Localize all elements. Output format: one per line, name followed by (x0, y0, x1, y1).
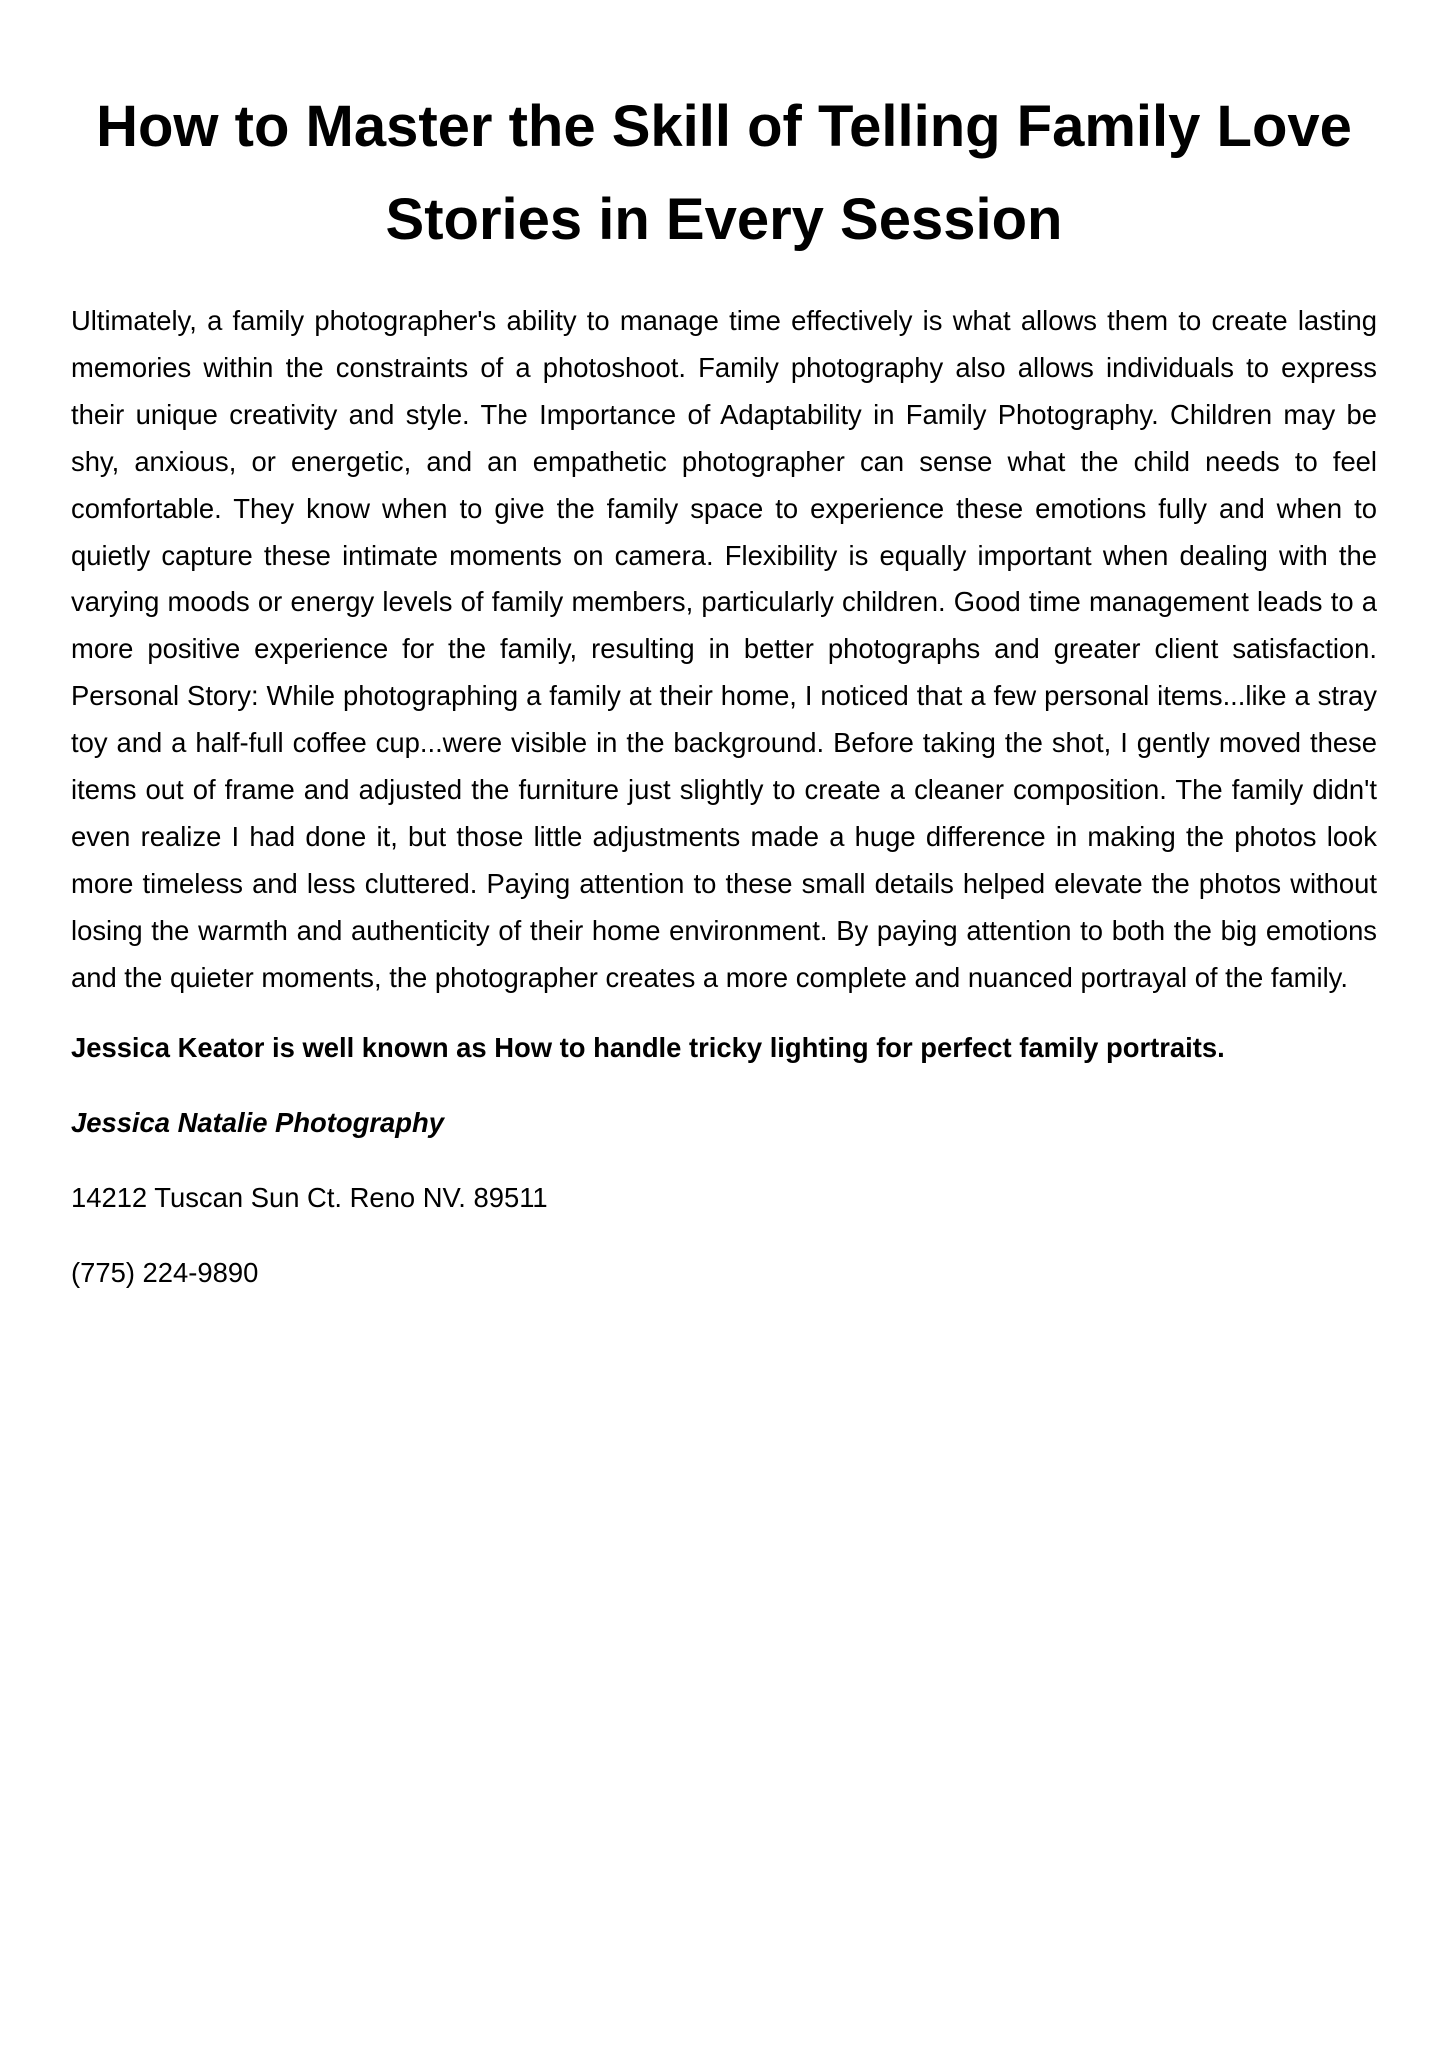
author-statement: Jessica Keator is well known as How to handle tricky lighting for perfect family portraits. (71, 1031, 1225, 1063)
page-title: How to Master the Skill of Telling Family Love Stories in Every Session (96, 94, 1352, 252)
business-name: Jessica Natalie Photography (71, 1106, 444, 1138)
business-phone: (775) 224-9890 (71, 1256, 259, 1288)
document-page (71, 0, 1377, 1293)
business-address: 14212 Tuscan Sun Ct. Reno NV. 89511 (71, 1181, 548, 1213)
article-body: Ultimately, a family photographer's ability to manage time effectively is what allows them to create lasting memories within the constraints of a photoshoot. Family photography also allows individuals to express their unique creativity and style. The Importance of Adaptability in Family Photography. Children may be shy, anxious, or energetic, and an empathetic photographer can sense what the child needs to feel comfortable. They know when to give the family space to experience these emotions fully and when to quietly capture these intimate moments on camera. Flexibility is equally important when dealing with the varying moods or energy levels of family members, particularly children. Good time management leads to a more positive experience for the family, resulting in better photographs and greater client satisfaction. Personal Story: While photographing a family at their home, I noticed that a few personal items...like a stray toy and a half-full coffee cup...were visible in the background. Before taking the shot, I gently moved these items out of frame and adjusted the furniture just slightly to create a cleaner composition. The family didn't even realize I had done it, but those little adjustments made a huge difference in making the photos look more timeless and less cluttered. Paying attention to these small details helped elevate the photos without losing the warmth and authenticity of their home environment. By paying attention to both the big emotions and the quieter moments, the photographer creates a more complete and nuanced portrayal of the family. (71, 305, 1377, 993)
